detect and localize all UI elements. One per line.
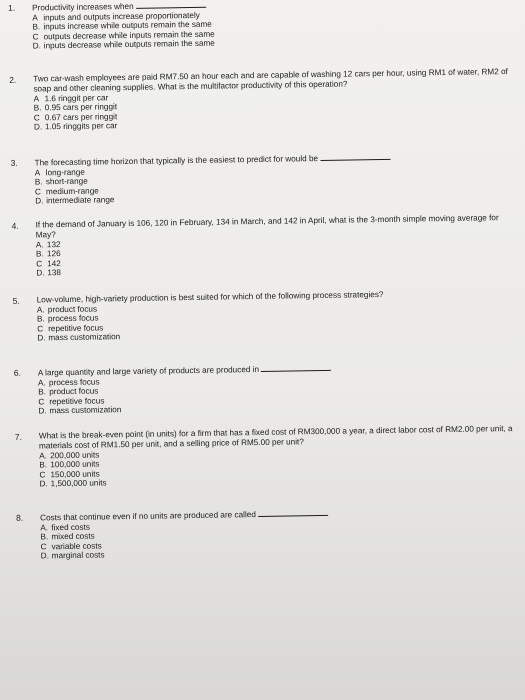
question-number: 1. (8, 2, 16, 13)
option-c: C 150,000 units (39, 469, 100, 480)
option-d: D. 138 (36, 268, 62, 278)
option-a: A. product focus (36, 304, 98, 315)
option-a: A. 132 (35, 239, 61, 250)
options (33, 87, 510, 132)
question-number: 4. (11, 220, 19, 231)
options (36, 233, 513, 278)
option-b: B. 100,000 units (39, 459, 100, 470)
question-4 (11, 213, 512, 278)
question-number: 8. (16, 512, 24, 523)
question-5 (13, 288, 514, 344)
option-c: C medium-range (34, 186, 99, 197)
option-b: B. mixed costs (40, 531, 95, 542)
answer-blank (320, 152, 390, 161)
options (32, 6, 509, 51)
question-number: 2. (9, 74, 17, 85)
options (40, 516, 517, 561)
question-stem: Two car-wash employees are paid RM7.50 an hour each and are capable of washing 12 cars per hour, using RM1 of water, RM2 of soap and other cleaning supplies. What is the multifactor productivity of this operation? (33, 66, 511, 94)
question-2 (9, 67, 510, 132)
option-d: D. 1,500,000 units (39, 478, 107, 489)
option-b: B. 126 (35, 249, 61, 259)
options (39, 444, 516, 489)
option-a: A. fixed costs (40, 522, 91, 533)
option-b: B. process focus (36, 313, 99, 324)
option-c: C 142 (36, 258, 61, 269)
option-d: D. mass customization (37, 332, 121, 343)
answer-blank (258, 508, 328, 517)
options (35, 161, 512, 206)
option-a: A inputs and outputs increase proportionately (32, 10, 200, 23)
question-8 (16, 505, 517, 562)
question-number: 6. (13, 367, 22, 378)
question-number: 7. (14, 431, 23, 442)
option-c: C 0.67 cars per ringgit (33, 111, 118, 123)
option-b: B. product focus (38, 386, 99, 397)
option-a: A long-range (34, 167, 85, 178)
option-a: A. process focus (37, 377, 100, 388)
option-b: B. short-range (34, 176, 88, 187)
answer-blank (261, 363, 331, 372)
option-c: C repetitive focus (38, 396, 105, 407)
question-stem: What is the break-even point (in units) for a firm that has a fixed cost of RM300,000 a year, a direct labor cost of RM2.00 per unit, a materials cost of RM1.50 per unit, and a selling price of RM5.00 per unit? (38, 423, 515, 451)
question-stem: Low-volume, high-variety production is best suited for which of the following process strategies? (36, 290, 384, 305)
answer-blank (136, 0, 206, 9)
question-number: 3. (10, 157, 18, 168)
question-stem: Productivity increases when (32, 0, 508, 13)
option-c: C outputs decrease while inputs remain the same (32, 29, 215, 42)
option-d: D. inputs decrease while outputs remain the same (32, 38, 215, 51)
option-b: B. inputs increase while outputs remain the same (32, 19, 212, 32)
question-stem: The forecasting time horizon that typically is the easiest to predict for would be (34, 150, 510, 168)
option-d: D. mass customization (38, 405, 122, 416)
options (38, 371, 515, 416)
question-7 (15, 424, 516, 489)
option-d: D. marginal costs (40, 550, 105, 561)
question-1 (8, 0, 509, 52)
option-c: C variable costs (40, 541, 102, 552)
question-3 (10, 150, 511, 207)
option-a: A 1.6 ringgit per car (33, 92, 109, 104)
question-number: 5. (12, 295, 20, 306)
option-c: C repetitive focus (37, 323, 104, 334)
question-stem: If the demand of January is 106, 120 in February, 134 in March, and 142 in April, what is the 3-month simple moving average for May? (35, 213, 501, 240)
option-d: D. intermediate range (35, 195, 115, 206)
question-stem: Costs that continue even if no units are produced are called (40, 505, 516, 523)
option-b: B. 0.95 cars per ringgit (33, 102, 118, 113)
option-d: D. 1.05 ringgits per car (33, 121, 118, 132)
question-6 (14, 360, 515, 417)
options (37, 298, 514, 343)
option-a: A. 200,000 units (39, 450, 100, 461)
question-stem: A large quantity and large variety of products are produced in (38, 360, 514, 378)
